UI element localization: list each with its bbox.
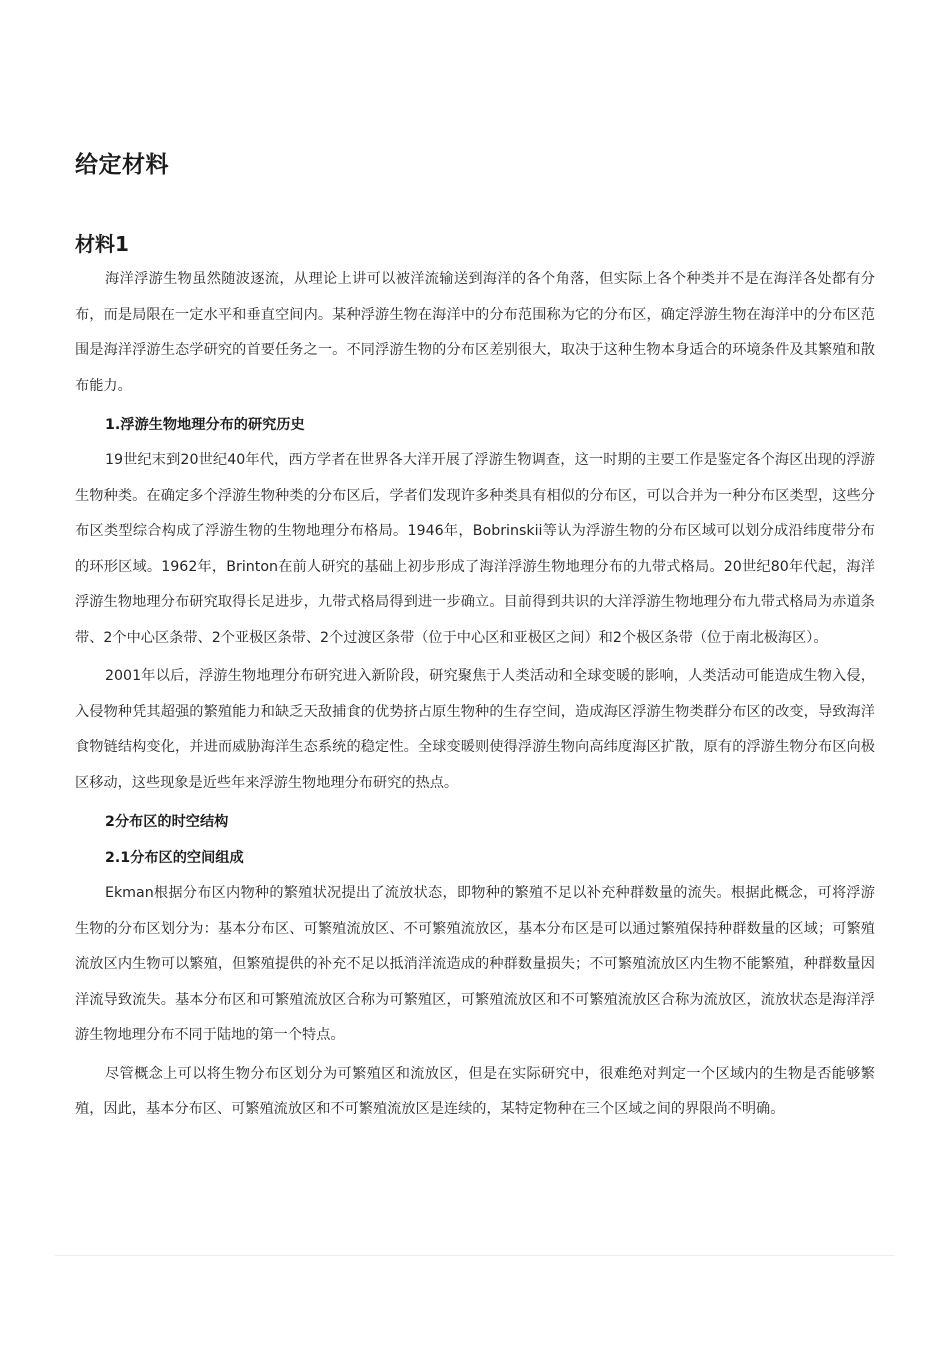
history-paragraph-1: 19世纪末到20世纪40年代，西方学者在世界各大洋开展了浮游生物调查，这一时期的主要工作是鉴定各个海区出现的浮游生物种类。在确定多个浮游生物种类的分布区后，学者们发现许多种类具有相似的分布区，可以合并为一种分布区类型，这些分布区类型综合构成了浮游生物的生物地理分布格局。1946年，Bobrinskii等认为浮游生物的分布区域可以划分成沿纬度带分布的环形区域。1962年，Brinton在前人研究的基础上初步形成了海洋浮游生物地理分布的九带式格局。20世纪80年代起，海洋浮游生物地理分布研究取得长足进步，九带式格局得到进一步确立。目前得到共识的大洋浮游生物地理分布九带式格局为赤道条带、2个中心区条带、2个亚极区条带、2个过渡区条带（位于中心区和亚极区之间）和2个极区条带（位于南北极海区）。 <box>75 452 875 646</box>
intro-paragraph: 海洋浮游生物虽然随波逐流，从理论上讲可以被洋流输送到海洋的各个角落，但实际上各个种类并不是在海洋各处都有分布，而是局限在一定水平和垂直空间内。某种浮游生物在海洋中的分布范围称为它的分布区，确定浮游生物在海洋中的分布区范围是海洋浮游生态学研究的首要任务之一。不同浮游生物的分布区差别很大，取决于这种生物本身适合的环境条件及其繁殖和散布能力。 <box>75 271 875 394</box>
history-paragraph-2: 2001年以后，浮游生物地理分布研究进入新阶段，研究聚焦于人类活动和全球变暖的影响，人类活动可能造成生物入侵，入侵物种凭其超强的繁殖能力和缺乏天敌捕食的优势挤占原生物种的生存空间，造成海区浮游生物类群分布区的改变，导致海洋食物链结构变化，并进而威胁海洋生态系统的稳定性。全球变暖则使得浮游生物向高纬度海区扩散，原有的浮游生物分布区向极区移动，这些现象是近些年来浮游生物地理分布研究的热点。 <box>75 668 875 791</box>
spatial-paragraph-1: Ekman根据分布区内物种的繁殖状况提出了流放状态，即物种的繁殖不足以补充种群数量的流失。根据此概念，可将浮游生物的分布区划分为：基本分布区、可繁殖流放区、不可繁殖流放区，基本分布区是可以通过繁殖保持种群数量的区域；可繁殖流放区内生物可以繁殖，但繁殖提供的补充不足以抵消洋流造成的种群数量损失；不可繁殖流放区内生物不能繁殖，种群数量因洋流导致流失。基本分布区和可繁殖流放区合称为可繁殖区，可繁殖流放区和不可繁殖流放区合称为流放区，流放状态是海洋浮游生物地理分布不同于陆地的第一个特点。 <box>75 885 875 1043</box>
heading-spatial-composition: 2.1分布区的空间组成 <box>105 850 244 866</box>
section-content <box>75 262 875 1131</box>
footer-divider <box>55 1255 895 1256</box>
page-title: 给定材料 <box>75 152 169 178</box>
spatial-paragraph-2: 尽管概念上可以将生物分布区划分为可繁殖区和流放区，但是在实际研究中，很难绝对判定一个区域内的生物是否能够繁殖，因此，基本分布区、可繁殖流放区和不可繁殖流放区是连续的，某特定物种在三个区域之间的界限尚不明确。 <box>75 1065 875 1117</box>
heading-research-history: 1.浮游生物地理分布的研究历史 <box>105 417 305 433</box>
section-title: 材料1 <box>75 232 129 256</box>
heading-spatiotemporal-structure: 2分布区的时空结构 <box>105 814 229 830</box>
